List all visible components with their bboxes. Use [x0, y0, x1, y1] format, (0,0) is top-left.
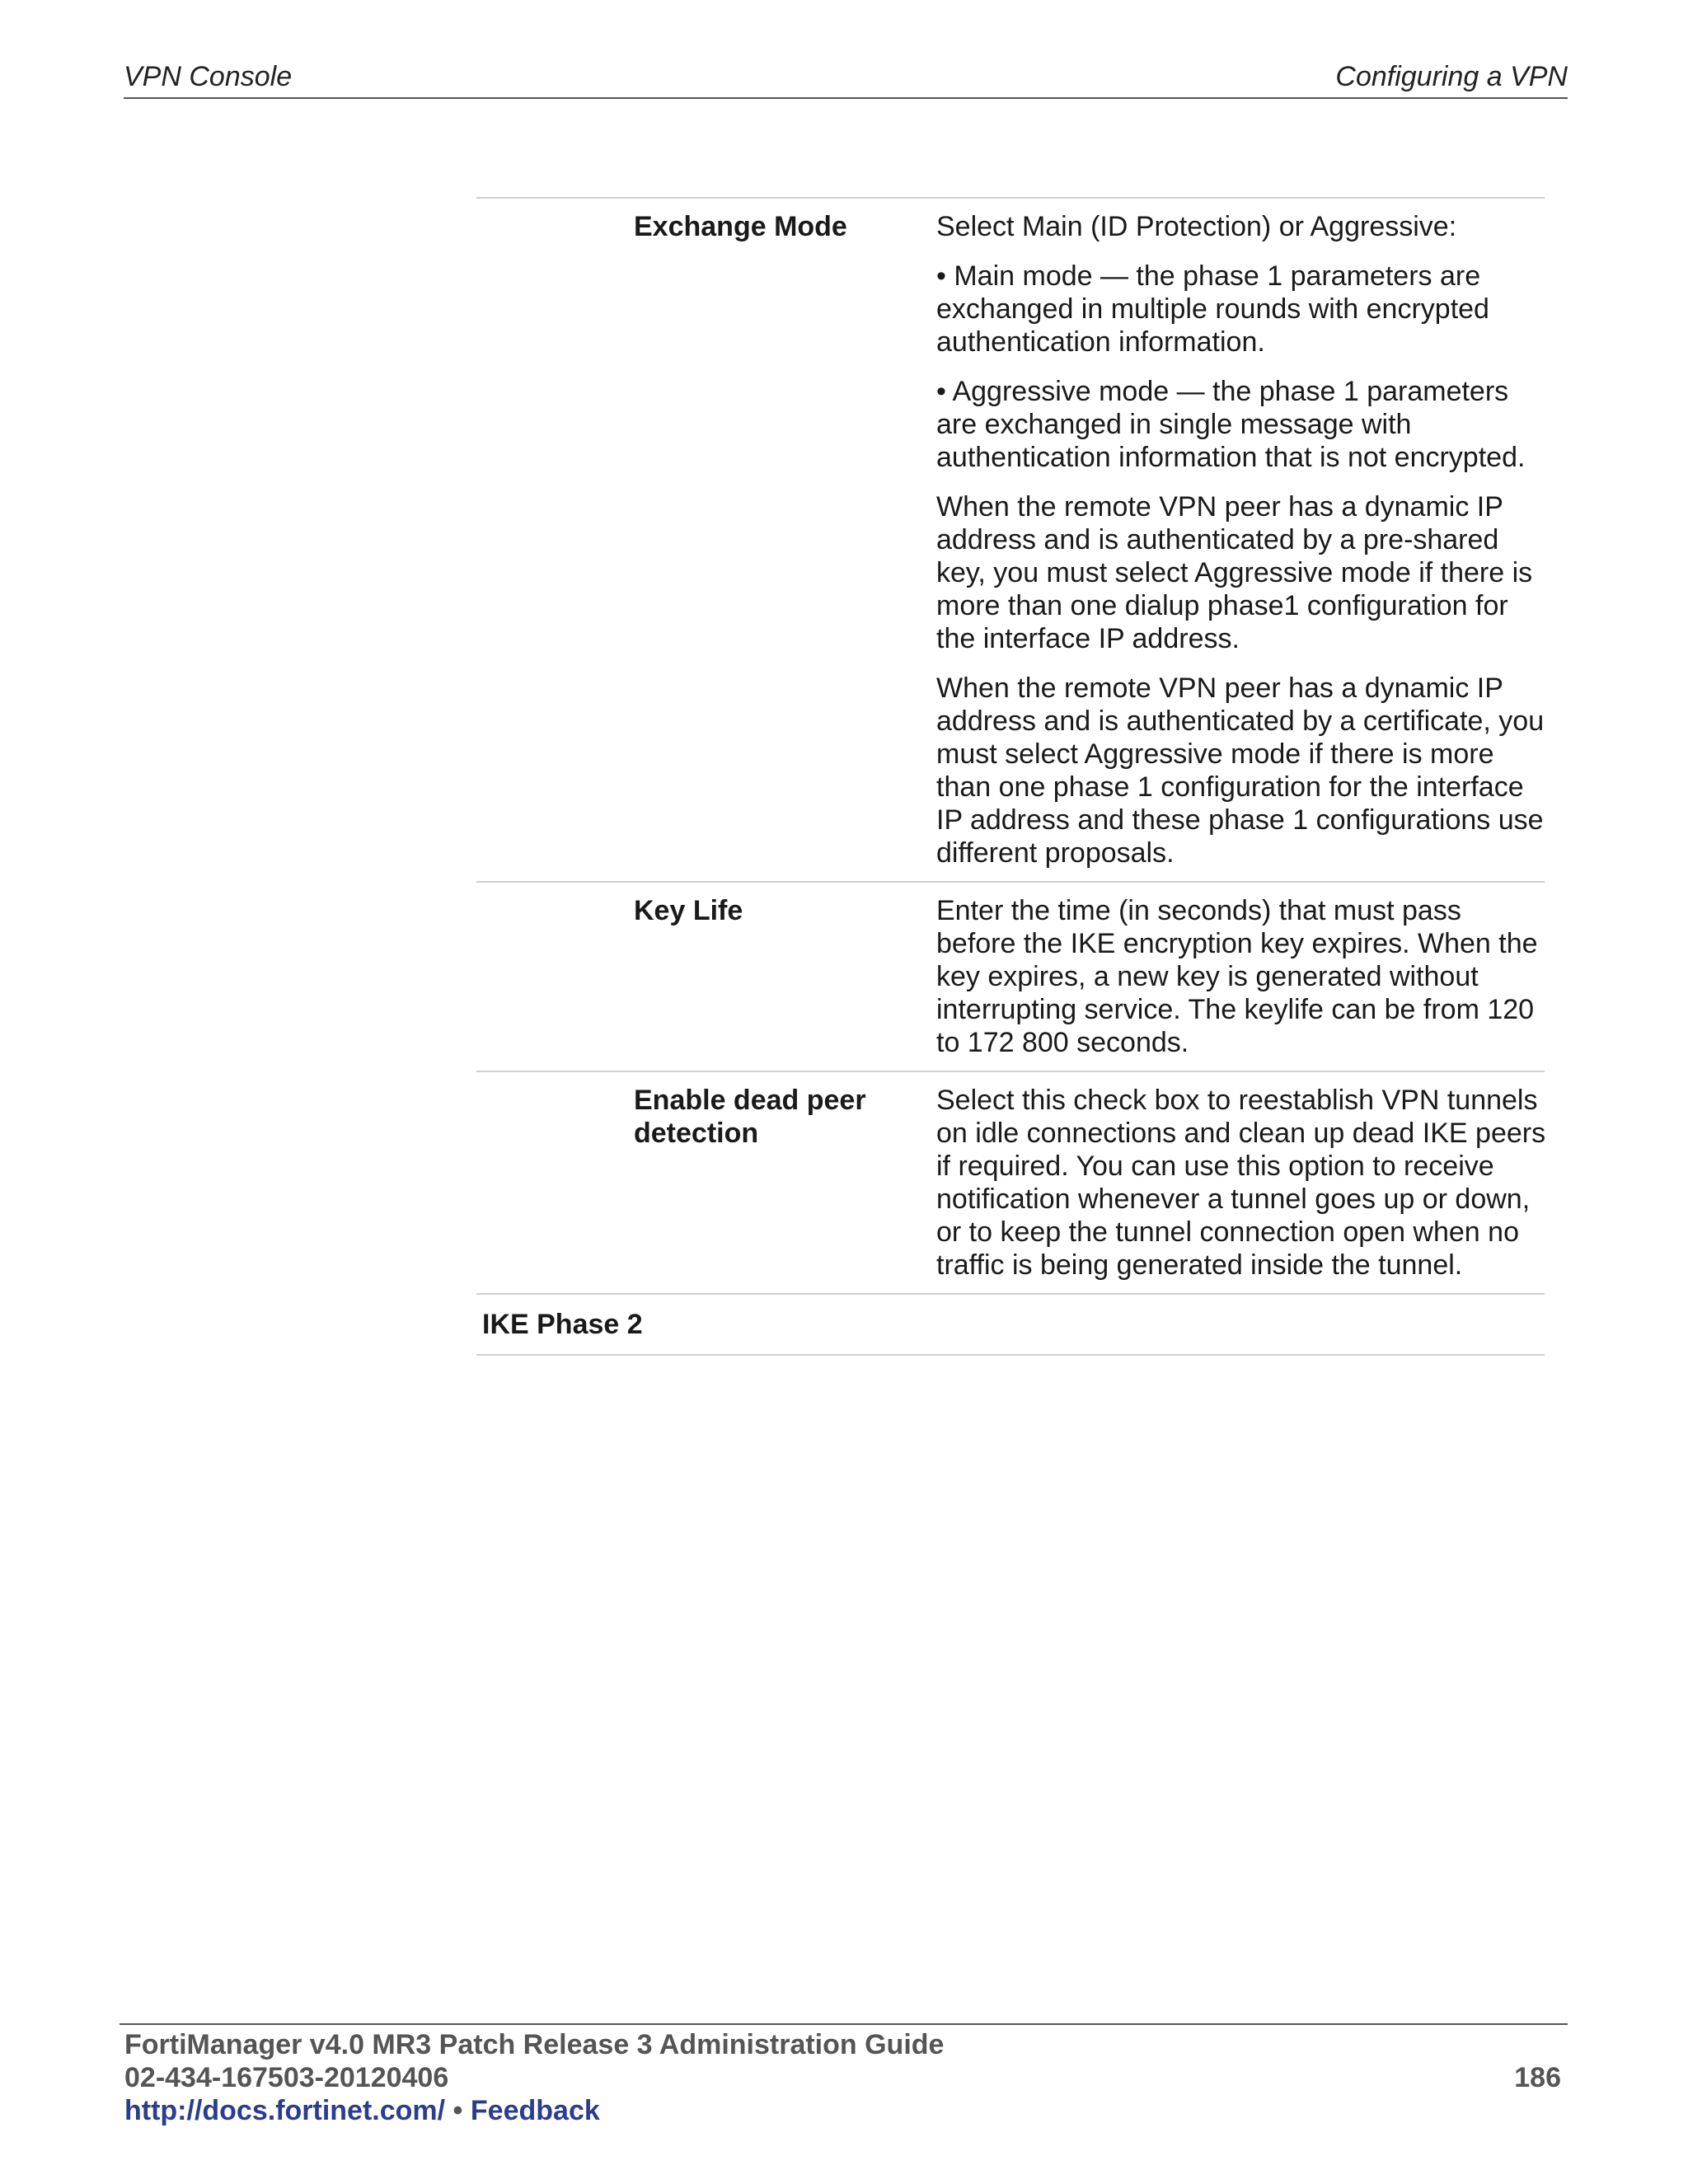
term-dead-peer-detection: Enable dead peer detection: [634, 1085, 866, 1149]
link-separator: •: [452, 2095, 471, 2126]
docs-link[interactable]: http://docs.fortinet.com/: [124, 2095, 446, 2126]
paragraph: Select Main (ID Protection) or Aggressive:: [936, 211, 1457, 242]
section-row: [476, 1295, 1545, 1356]
table-row: [476, 199, 1545, 883]
section-title-ike-phase-2: IKE Phase 2: [482, 1309, 643, 1340]
header-section-title: VPN Console: [124, 61, 293, 92]
feedback-link[interactable]: Feedback: [470, 2095, 600, 2126]
footer-text: [120, 2025, 1568, 2127]
paragraph: • Main mode — the phase 1 parameters are exchanged in multiple rounds with encrypted authentication information.: [936, 260, 1489, 358]
paragraph: Enter the time (in seconds) that must pass before the IKE encryption key expires. When the key expires, a new key is generated without interrupting service. The keylife can be from 120 to 172 800 seconds.: [936, 895, 1538, 1058]
paragraph: When the remote VPN peer has a dynamic IP address and is authenticated by a certificate, you must select Aggressive mode if there is more than one phase 1 configuration for the interface IP address and these phase 1 configurations use different proposals.: [936, 673, 1545, 869]
term-key-life: Key Life: [634, 895, 743, 926]
table-row: [476, 883, 1545, 1072]
footer-guide-title: FortiManager v4.0 MR3 Patch Release 3 Administration Guide: [124, 2029, 945, 2060]
description: [936, 199, 1546, 881]
footer-doc-id: 02-434-167503-20120406: [124, 2062, 449, 2093]
settings-table: [476, 197, 1545, 1356]
paragraph: Select this check box to reestablish VPN tunnels on idle connections and clean up dead IKE peers if required. You can use this option to receive notification whenever a tunnel goes up or down, or to keep the tunnel connection open when no traffic is being generated inside the tunnel.: [936, 1085, 1546, 1281]
term-exchange-mode: Exchange Mode: [634, 211, 847, 242]
footer-links: [124, 2094, 1568, 2127]
description: [936, 883, 1546, 1071]
page-footer: [120, 2023, 1568, 2127]
page-header: [124, 61, 1568, 99]
table-row: [476, 1072, 1545, 1295]
page-number: 186: [1514, 2062, 1561, 2093]
paragraph: When the remote VPN peer has a dynamic IP address and is authenticated by a pre-shared key, you must select Aggressive mode if there is more than one dialup phase1 configuration for the interface IP address.: [936, 491, 1533, 654]
header-chapter-title: Configuring a VPN: [1335, 61, 1568, 92]
paragraph: • Aggressive mode — the phase 1 parameters are exchanged in single message with authentication information that is not encrypted.: [936, 376, 1526, 473]
description: [936, 1072, 1546, 1293]
